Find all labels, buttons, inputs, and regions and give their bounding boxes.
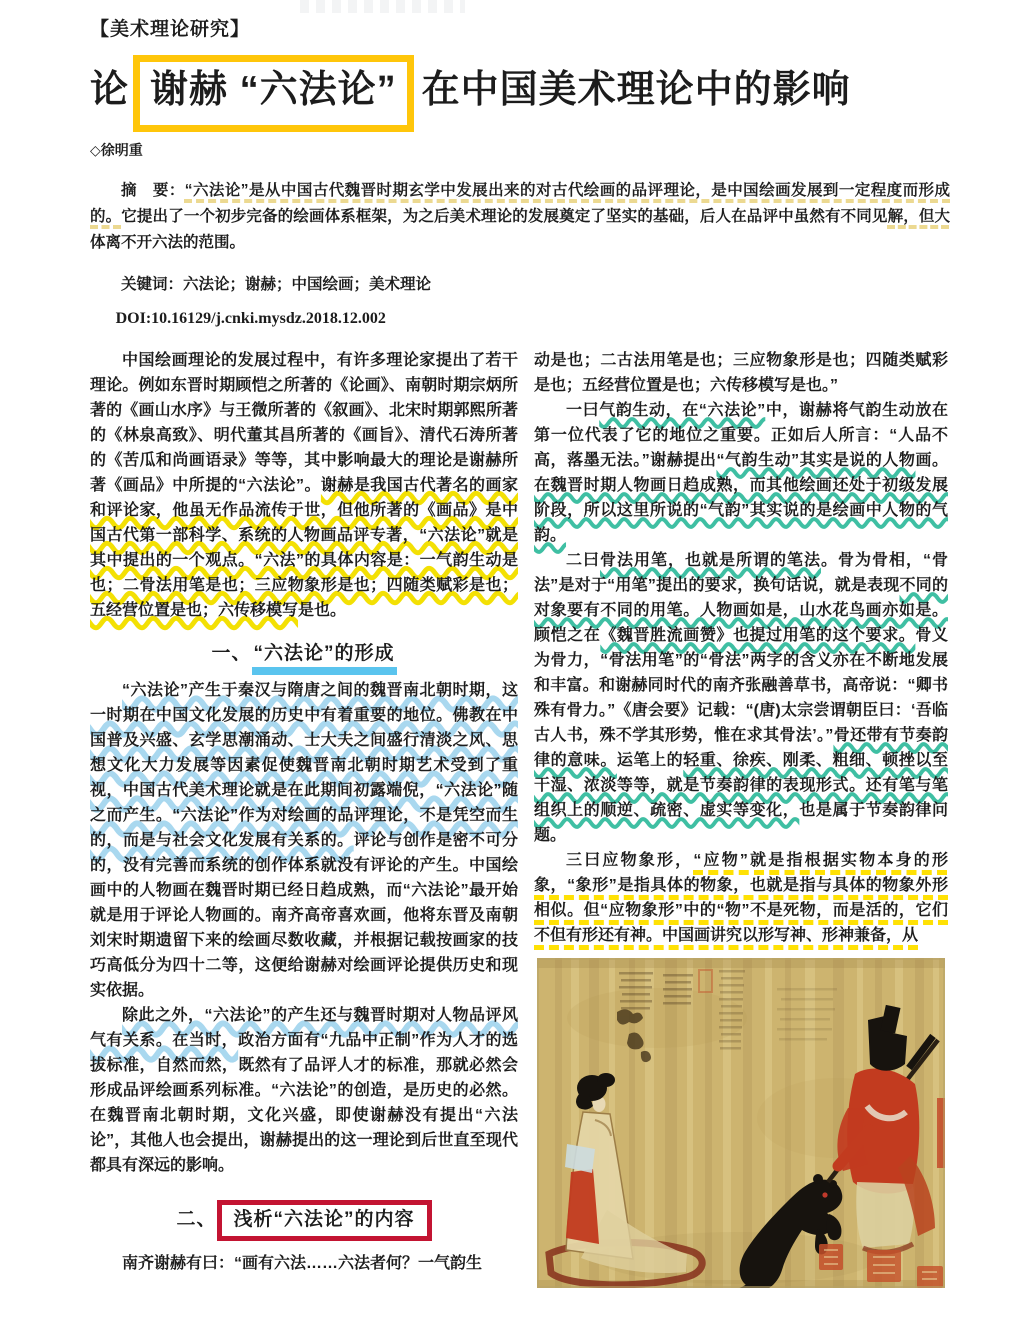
text-run: 南齐谢赫有曰：“画有六法……六法者何？一气韵生 (122, 1254, 483, 1272)
text-run: 它提出了一个初步完备的绘画体系框架，为之后美术理论的发展奠定了坚实的基础，后人在品评中虽然有不同见 (121, 208, 888, 226)
highlight-fd: “六法论”是从中国古代魏晋时期玄学中发展出来的对古代绘画的品评理论，是中国绘画发展到一定程度而形成的。 (90, 182, 950, 226)
highlight-bw: “六法论”产生于秦汉与隋唐之间的魏晋南北朝时期，这一时期在中国文化发展的历史中有着重要的地位。佛教在中国普及兴盛、玄学思潮涌动、士大夫之间盛行清淡之风、思想文化大力发展等因素促使魏晋南北朝时期艺术受到了重视，中国古代美术理论就是在此期间初露端倪，“六法论”随之而产生。“六法论”作为对绘画的品评理论，不是凭空而生的，而是与社会文化发展有关系的。 (90, 681, 518, 849)
paragraph (534, 548, 948, 848)
text-run: 也是属于节奏韵律问题。 (534, 801, 948, 844)
highlight-fd: 解，但大 (887, 208, 950, 226)
paragraph (90, 678, 518, 1003)
highlight-tw: 骨还带有节奏韵律的意味。 (534, 726, 948, 769)
column-left (90, 348, 518, 1288)
highlight-tw: 不同的对象要有不同的用笔。人物画如是，山水花鸟画亦如是。 (534, 576, 948, 619)
title-prefix: 论 (90, 69, 130, 111)
highlight-bw: 除此之外，“六法论”的产生还与魏晋时期对人物品评风气有关系。在当时， (90, 1006, 518, 1049)
red-annotation-box: 浅析“六法论”的内容 (217, 1200, 432, 1241)
section-number: 二、 (176, 1208, 217, 1230)
paragraph (90, 1003, 518, 1178)
heading-blue-underline: “六法论”的形成 (252, 643, 397, 675)
highlight-tw: 轻重、徐疾、刚柔、粗细、顿挫以至干湿、浓淡等等，就是节奏韵律的表现形式。还有笔与笔组织上的顺逆、疏密、虚实等变化， (534, 751, 948, 819)
highlight-tw: “气韵生动”其实是说的人物 (716, 451, 916, 469)
text-run: 运笔上的 (616, 751, 684, 769)
title-suffix: 在中国美术理论中的影响 (421, 69, 851, 111)
text-run: 动是也；二古法用笔是也；三应物象形是也；四随类赋彩是也；五经营位置是也；六传移模写是也。” (534, 351, 948, 394)
page-title (90, 55, 950, 132)
text-run: 摘 要： (121, 182, 185, 200)
text-run: 体离不开六法的范围。 (90, 234, 246, 252)
text-run: 评论与创作是密不可分的，没有完善而系统的创作体系就没有评论的产生。中国绘画中的人物画在魏晋时期已经日趋成熟，而“六法论”最开始就是用于评论人物画的。南齐高帝喜欢画，他将东晋及南朝刘宋时期遗留下来的绘画尽数收藏，并根据记载按画家的技巧高低分为四十二等，这便给谢赫对绘画评论提供历史和现实依据。 (90, 831, 518, 999)
section-heading-2 (90, 1200, 518, 1241)
column-right (534, 348, 948, 1288)
text-run: 一曰 (566, 401, 600, 419)
text-run: 三曰应物象形， (566, 851, 694, 869)
paragraph (90, 348, 518, 623)
paragraph (534, 348, 948, 398)
highlight-yd: “应物”就是指根据实物本身的形象，“象形”是指具体的物象，也就是指与具体的物象外形相似。但“应物象形”中的“物”不是死物，而是活的，它们不但有形还有神。中国画讲究以形写神、形神兼备，从 (534, 851, 948, 944)
text-run: 中国绘画理论的发展过程中，有许多理论家提出了若干理论。例如东晋时期顾恺之所著的《论画》、南朝时期宗炳所著的《画山水序》与王微所著的《叙画》、北宋时期郭熙所著的《林泉高致》、明代董其昌所著的《画旨》、清代石涛所著的《苦瓜和尚画语录》等等，其中影响最大的理论是谢赫所著《画品》中所提的“六法论”。 (90, 351, 518, 494)
figure-ancient-painting (534, 958, 948, 1288)
section-number: 一、 (211, 642, 252, 664)
text-run: 二曰 (566, 551, 600, 569)
text-run: 骨义为骨力，“骨法用笔”的“骨法”两字的含义亦在不断地发展和丰富。和谢赫同时代的南齐张融善草书，高帝说：“卿书殊有骨力。”《唐会要》记载：“(唐)太宗尝谓朝臣曰：‘吾临古人书，殊不学其形势，惟在求其骨法’。” (534, 626, 948, 744)
text-run: 政治方面有“九品中正制”作为人才的选拔标准，自然而然，既然有了品评人才的标准，那就必然会形成品评绘画系列标准。“六法论”的创造，是历史的必然。在魏晋南北朝时期，文化兴盛，即使谢赫没有提出“六法论”，其他人也会提出，谢赫提出的这一理论到后世直至现代都具有深远的影响。 (90, 1031, 518, 1174)
paragraph (534, 398, 948, 548)
text-run: 是也。 (298, 601, 347, 619)
category-label: 【美术理论研究】 (90, 19, 251, 40)
highlight-tw: 气韵生动，在“六法论” (599, 401, 766, 419)
text-run: 顾恺之在 (534, 626, 601, 644)
abstract (90, 178, 950, 256)
text-run: 。骨为骨相，“骨法”是对于“用笔”提出的要求，换句话说，就是表现 (534, 551, 948, 594)
text-run: 画。 (915, 451, 948, 469)
section-heading-1 (90, 641, 518, 666)
highlight-tw: 《魏晋胜流画赞》也提过用笔的这个要求。 (600, 626, 916, 644)
paragraph (90, 1251, 518, 1276)
highlight-tw: 骨法用笔，也就是所谓的笔法 (600, 551, 821, 569)
ancient-painting-illustration (534, 958, 948, 1288)
text-run: 中，谢赫将气韵生动放在第一位代表了它的地位之重要。正如后人所言：“人品不高，落墨无法。”谢赫提出 (534, 401, 948, 469)
title-gold-highlight-box: 谢赫 “六法论” (133, 55, 414, 132)
highlight-yw: 谢赫是我国古代著名的画家和评论家，他虽无作品流传于世，但他所著的《画品》是中国古代第一部科学、系统的人物画品评专著，“六法论”就是其中提出的一个观点。“六法”的具体内容是：一气韵生动是也；二骨法用笔是也；三应物象形是也；四随类赋彩是也；五经营位置是也；六传移模写 (90, 476, 518, 619)
keywords: 关键词：六法论；谢赫；中国绘画；美术理论 (121, 275, 432, 293)
paragraph (534, 848, 948, 948)
two-column-body (90, 348, 950, 1288)
author: ◇徐明重 (90, 142, 143, 159)
doi: DOI:10.16129/j.cnki.mysdz.2018.12.002 (115, 309, 386, 327)
highlight-tw: 在魏晋时期人物画日趋成熟，而其他绘画还处于初级发展阶段，所以这里所说的“气韵”其实说的是绘画中人物的气韵。 (534, 476, 948, 544)
